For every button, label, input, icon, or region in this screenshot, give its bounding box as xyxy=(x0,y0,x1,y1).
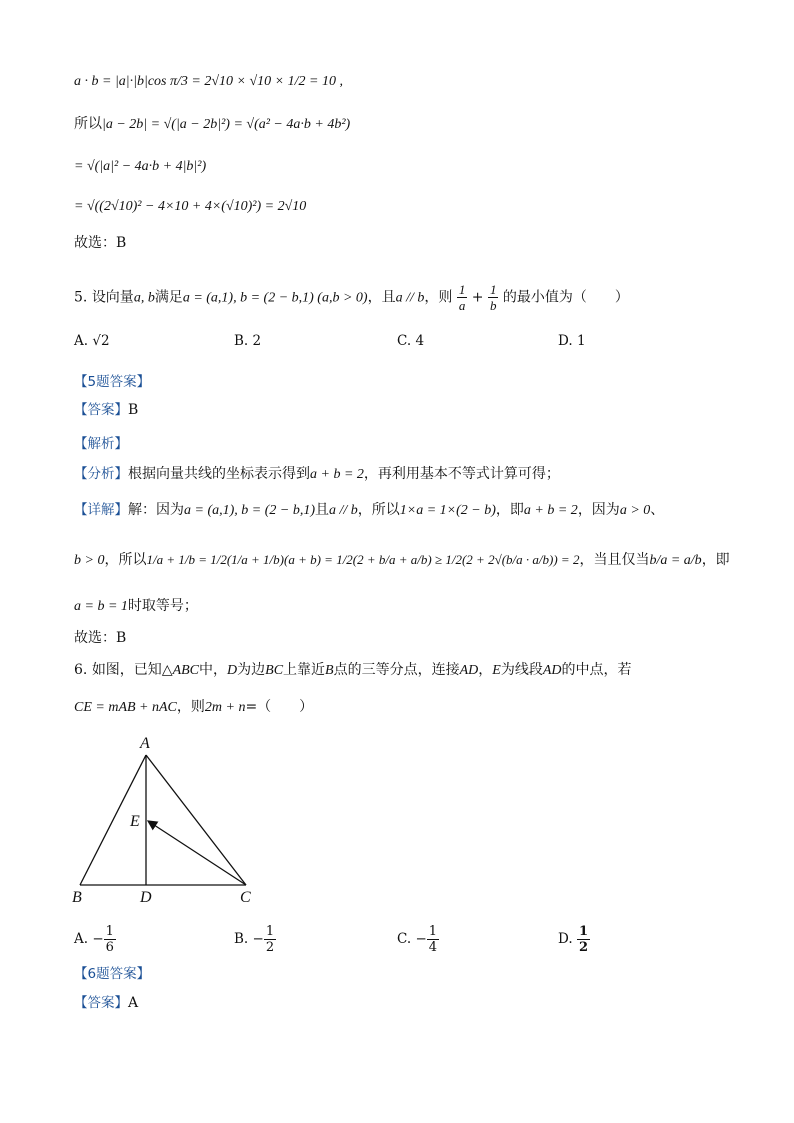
prev-conclusion: 故选：B xyxy=(74,235,127,251)
q5-answer-header: 【5题答案】 xyxy=(74,374,151,390)
formula-dot-product: a · b = |a|·|b|cos π/3 = 2√10 × √10 × 1/2 = 10 , xyxy=(74,74,343,89)
q5-detail-line2: b > 0，所以1/a + 1/b = 1/2(1/a + 1/b)(a + b) = 1/2(2 + b/a + a/b) ≥ 1/2(2 + 2√(b/a · a/b)) = 2，当且仅当b/a = a/b，即 xyxy=(74,552,730,568)
q6-option-b: B. − $\frac{1}{2}$ xyxy=(234,924,275,955)
label-C: C xyxy=(240,889,251,906)
q5-fenxi: 【分析】根据向量共线的坐标表示得到a + b = 2，再利用基本不等式计算可得； xyxy=(74,466,560,482)
q5-detail-line3: a = b = 1时取等号； xyxy=(74,598,198,614)
label-A: A xyxy=(140,735,150,752)
side-AC xyxy=(146,755,246,885)
q5-option-c: C. 4 xyxy=(397,333,425,349)
q5-stem-d: a = (a,1), b = (2 − b,1) (a,b > 0) xyxy=(182,290,368,306)
q5-frac-1a: $\frac{1}{a}$ xyxy=(458,282,466,313)
q6-stem-line2: CE = mAB + nAC，则2m + n=（ ） xyxy=(74,699,314,715)
q6-answer: 【答案】A xyxy=(74,995,139,1011)
formula-result-line: = √((2√10)² − 4×10 + 4×(√10)²) = 2√10 xyxy=(74,199,307,214)
formula-magnitude-line xyxy=(74,114,350,135)
q5-stem-i: 的最小值为（ ） xyxy=(502,289,629,306)
q5-frac-1b: $\frac{1}{b}$ xyxy=(489,282,497,313)
q5-option-a: A. √2 xyxy=(74,333,110,349)
q6-triangle-figure xyxy=(60,730,280,910)
q5-stem-b: a, b xyxy=(133,290,155,306)
formula-expand-line: = √(|a|² − 4a·b + 4|b|²) xyxy=(74,159,207,174)
q5-option-b: B. 2 xyxy=(234,333,262,349)
q5-analysis-label: 【解析】 xyxy=(74,436,128,452)
q5-stem-g: ，则 xyxy=(424,289,453,306)
q6-option-a: A. − $\frac{1}{6}$ xyxy=(74,924,114,955)
q6-stem-line1: 6. 如图，已知△ABC中，D为边BC上靠近B点的三等分点，连接AD，E为线段AD的中点，若 xyxy=(74,662,632,678)
q6-option-c: C. − $\frac{1}{4}$ xyxy=(397,924,438,955)
formula-magnitude: |a − 2b| = √(|a − 2b|²) = √(a² − 4a·b + 4b²) xyxy=(102,117,351,132)
label-D: D xyxy=(140,889,152,906)
q5-stem-f: a // b xyxy=(395,290,425,306)
q5-conclusion: 故选：B xyxy=(74,630,127,646)
q5-number: 5. xyxy=(74,289,88,306)
q5-stem-e: ，且 xyxy=(367,289,396,306)
q5-answer: 【答案】B xyxy=(74,402,139,418)
text-suoyi: 所以 xyxy=(74,116,102,132)
q5-stem-c: 满足 xyxy=(154,289,183,306)
q5-stem-a: 设向量 xyxy=(91,289,134,306)
label-E: E xyxy=(130,813,140,830)
q5-stem xyxy=(74,282,629,313)
q5-option-d: D. 1 xyxy=(558,333,586,349)
vector-CE xyxy=(148,821,246,885)
q6-answer-header: 【6题答案】 xyxy=(74,966,151,982)
label-B: B xyxy=(72,889,82,906)
q5-plus: + xyxy=(471,289,484,306)
q5-detail-line1: 【详解】解：因为a = (a,1), b = (2 − b,1)且a // b，所以1×a = 1×(2 − b)，即a + b = 2，因为a > 0、 xyxy=(74,502,665,518)
q6-option-d: D. $\frac{1}{2}$ xyxy=(558,924,588,955)
